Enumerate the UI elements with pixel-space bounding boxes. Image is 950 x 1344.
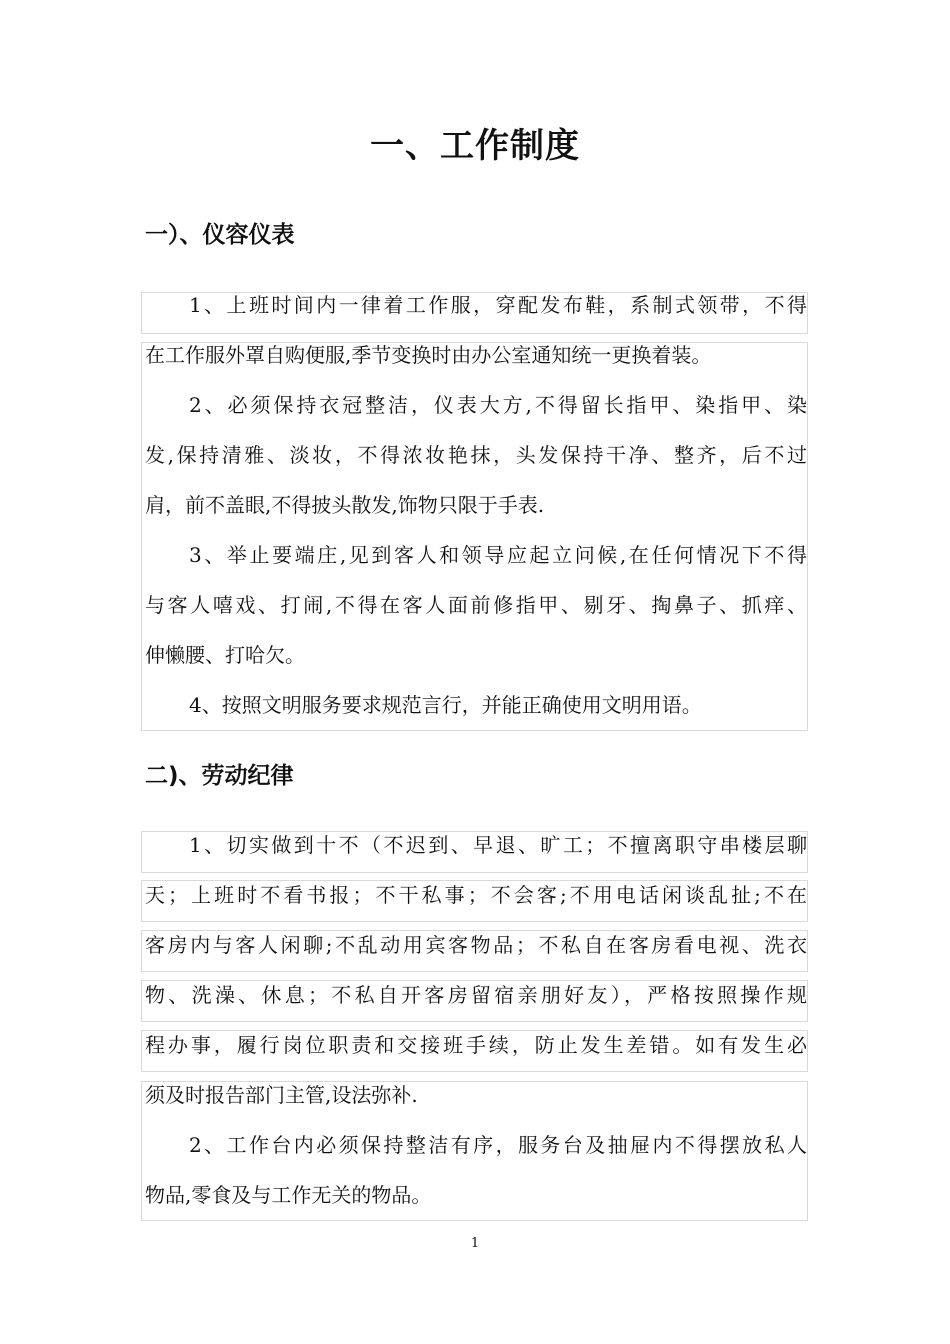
paragraph-line: 3、举止要端庄,见到客人和领导应起立问候,在任何情况下不得 xyxy=(189,543,807,567)
document-title: 一、工作制度 xyxy=(370,126,580,166)
paragraph-line: 发,保持清雅、淡妆，不得浓妆艳抹，头发保持干净、整齐，后不过 xyxy=(145,443,807,467)
paragraph-line: 物品,零食及与工作无关的物品。 xyxy=(145,1183,432,1207)
paragraph-line: 物、洗澡、休息；不私自开客房留宿亲朋好友），严格按照操作规 xyxy=(145,983,807,1007)
paragraph-line: 伸懒腰、打哈欠。 xyxy=(145,643,305,667)
paragraph-line: 客房内与客人闲聊;不乱动用宾客物品；不私自在客房看电视、洗衣 xyxy=(145,933,807,957)
paragraph-line: 程办事，履行岗位职责和交接班手续，防止发生差错。如有发生必 xyxy=(145,1033,807,1057)
paragraph-line: 1、切实做到十不（不迟到、早退、旷工；不擅离职守串楼层聊 xyxy=(189,833,807,857)
section-heading-appearance: 一）、仪容仪表 xyxy=(145,222,295,248)
paragraph-line: 须及时报告部门主管,设法弥补. xyxy=(145,1083,418,1107)
paragraph-line: 肩，前不盖眼,不得披头散发,饰物只限于手表. xyxy=(145,493,545,517)
paragraph-line: 1、上班时间内一律着工作服，穿配发布鞋，系制式领带，不得 xyxy=(189,293,807,317)
paragraph-line: 天；上班时不看书报；不干私事；不会客;不用电话闲谈乱扯;不在 xyxy=(145,883,807,907)
section-heading-discipline: 二)、劳动纪律 xyxy=(145,763,294,789)
paragraph-line: 4、按照文明服务要求规范言行，并能正确使用文明用语。 xyxy=(189,693,702,717)
paragraph-line: 在工作服外罩自购便服,季节变换时由办公室通知统一更换着装。 xyxy=(145,343,712,367)
paragraph-line: 2、必须保持衣冠整洁，仪表大方,不得留长指甲、染指甲、染 xyxy=(189,393,807,417)
page-number: 1 xyxy=(470,1236,480,1251)
paragraph-line: 2、工作台内必须保持整洁有序，服务台及抽屉内不得摆放私人 xyxy=(189,1133,807,1157)
paragraph-line: 与客人嘻戏、打闹,不得在客人面前修指甲、剔牙、掏鼻子、抓痒、 xyxy=(145,593,807,617)
